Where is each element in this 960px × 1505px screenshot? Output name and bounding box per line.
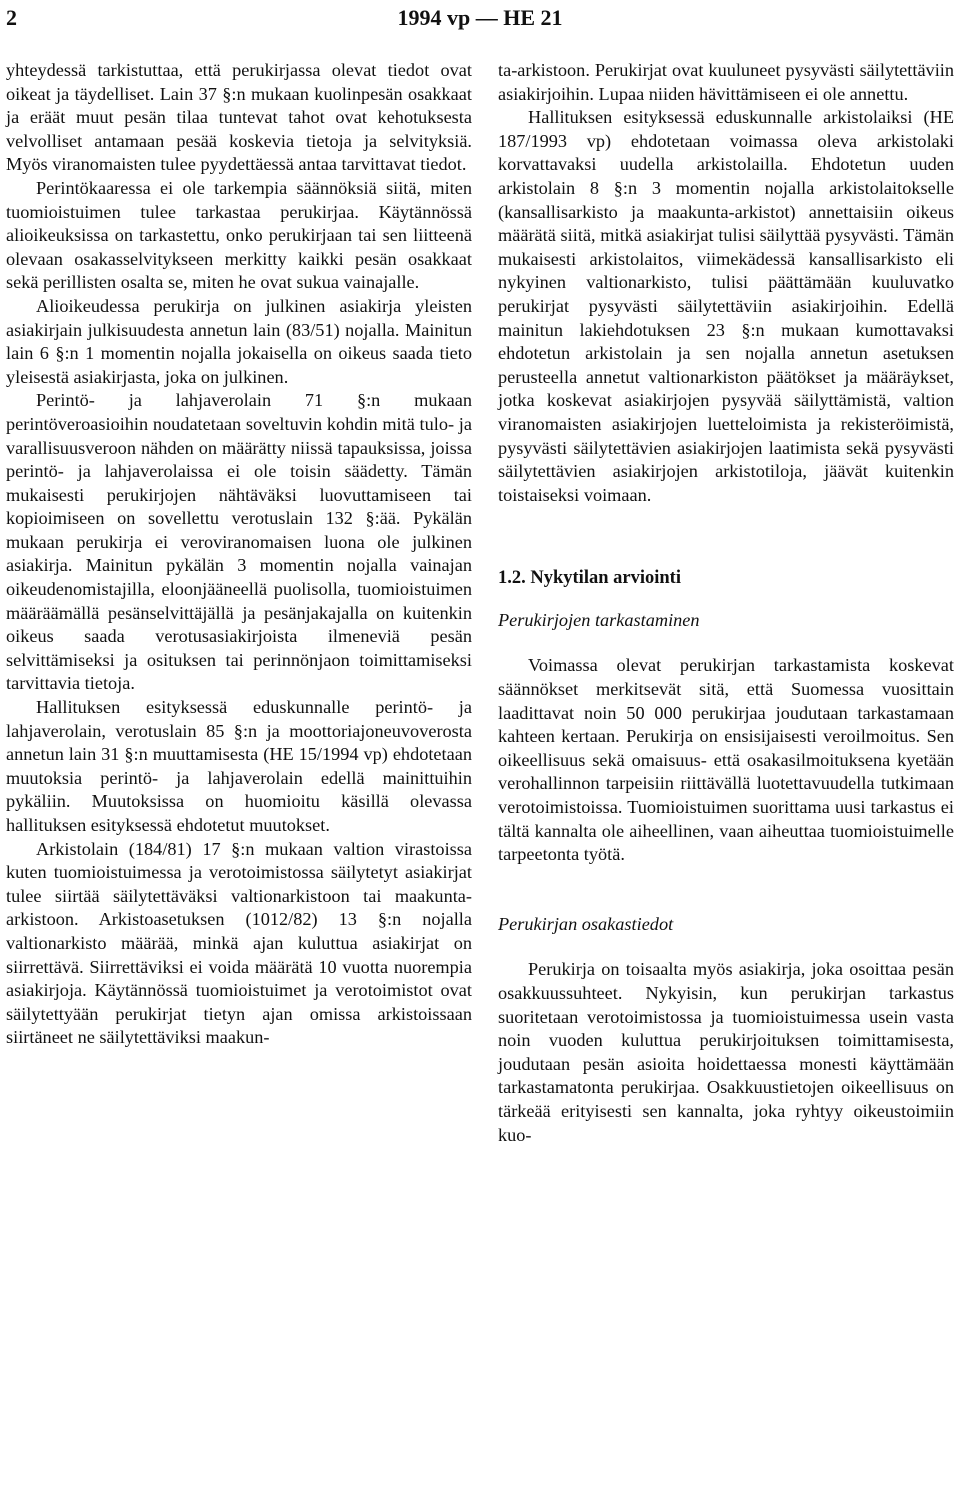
paragraph: Perukirja on toisaalta myös asiakirja, joka osoittaa pesän osakkuussuhteet. Nykyisin, kun perukirjan tarkastus suoritetaan verotoimistossa ja tuomioistuimessa usein vasta noin vuoden kuluttua perukirjoituksen toimittamisesta, joudutaan pesän asioita hoidettaessa monesti käyttämään tarkastamatonta perukirjaa. Osakkuustietojen oikeellisuus on tärkeää erityisesti sen kannalta, joka ryhtyy oikeustoimiin kuo-: [498, 959, 954, 1145]
left-column: [6, 59, 472, 1050]
paragraph: yhteydessä tarkistuttaa, että perukirjassa olevat tiedot ovat oikeat ja täydelliset. Lain 37 §:n mukaan kuolinpesän osakkaat ja eräät muut pesän tilaa tuntevat tahot ovat kehotuksesta velvolliset antamaan pesää koskevia tietoja ja selvityksiä. Myös viranomaisten tulee pyydettäessä antaa tarvittavat tiedot.: [6, 60, 472, 175]
paragraph: Alioikeudessa perukirja on julkinen asiakirja yleisten asiakirjain julkisuudesta annetun lain (83/51) nojalla. Mainitun lain 6 §:n 1 momentin nojalla jokaisella on oikeus saada tieto yleisestä asiakirjasta, joka on julkinen.: [6, 295, 472, 387]
page-header: [0, 0, 960, 40]
subheading: Perukirjan osakastiedot: [498, 913, 674, 934]
page-number: 2: [6, 5, 17, 30]
paragraph: Hallituksen esityksessä eduskunnalle arkistolaiksi (HE 187/1993 vp) ehdotetaan voimassa oleva arkistolaki korvattavaksi uudella arkistolailla. Ehdotetun uuden arkistolain 8 §:n 3 momentin nojalla arkistolaitokselle (kansallisarkisto ja maakunta-arkistot) annettaisiin oikeus määrätä siitä, mitkä asiakirjat tulisi säilyttää pysyvästi. Tämän mukaisesti arkistolaitos, viimekädessä kansallisarkisto eli nykyinen valtionarkisto, tulisi päättämään kuuluvatko perukirjat pysyvästi säilytettäviin asiakirjoihin. Edellä mainitun lakiehdotuksen 23 §:n mukaan kumottavaksi ehdotetun arkistolain ja sen nojalla annetun asetuksen perusteella annetut valtionarkiston päätökset ja määräykset, jotka koskevat asiakirjojen pysyvää säilyttämistä, valtion viranomaisten asiakirjojen luetteloimista ja rekisteröimistä, pysyvästi säilytettävien asiakirjojen laatimista sekä pysyvästi säilytettävien asiakirjojen arkistotiloja, jäävät kuitenkin toistaiseksi voimaan.: [498, 107, 954, 505]
paragraph: Perintökaaressa ei ole tarkempia säännöksiä siitä, miten tuomioistuimen tulee tarkastaa perukirjaa. Käytännössä alioikeuksissa on tarkastettu, onko perukirjaan tai sen liitteenä olevaan osakasselvitykseen merkitty kaikki pesän osakkaat sekä perillisten osalta se, miten he ovat sukua vainajalle.: [6, 177, 472, 293]
right-column: [498, 59, 954, 1147]
section-heading: 1.2. Nykytilan arviointi: [498, 568, 681, 589]
running-title: 1994 vp — HE 21: [397, 5, 563, 30]
paragraph: Voimassa olevat perukirjan tarkastamista koskevat säännökset merkitsevät sitä, että Suomessa vuosittain laadittavat noin 50 000 perukirjaa joudutaan tarkastamaan kahteen kertaan. Perukirja on ensisijaisesti veroilmoitus. Sen oikeellisuus sekä omaisuus- että osakasilmoituksena kyetään verohallinnon tarpeisiin riittävällä luotettavuudella tutkimaan verotoimistoissa. Tuomioistuimen suorittama uusi tarkastus ei tältä kannalta ole aiheellinen, vaan aiheuttaa tuomioistuimelle tarpeetonta työtä.: [498, 655, 954, 865]
subheading: Perukirjojen tarkastaminen: [498, 609, 700, 630]
paragraph: Perintö- ja lahjaverolain 71 §:n mukaan perintöveroasioihin noudatetaan soveltuvin kohdin mitä tulo- ja varallisuusveroon nähden on määrätty niissä tapauksissa, joissa perintö- ja lahjaverolaissa ei ole toisin säädetty. Tämän mukaisesti perukirjojen nähtäväksi luovuttamiseen tai kopioimiseen on sovellettu verotuslain 132 §:ää. Pykälän mukaan perukirja ei veroviranomaisen luona ole julkinen asiakirja. Mainitun pykälän 3 momentin nojalla vainajan oikeudenomistajilla, eloonjääneellä puolisolla, tuomioistuimen määräämällä pesänselvittäjällä ja pesänjakajalla on kuitenkin oikeus saada verotusasiakirjoista ilmeneviä pesän selvittämiseksi ja osituksen tai perinnönjaon toimittamiseksi tarvittavia tietoja.: [6, 390, 472, 694]
paragraph: ta-arkistoon. Perukirjat ovat kuuluneet pysyvästi säilytettäviin asiakirjoihin. Lupaa niiden hävittämiseen ei ole annettu.: [498, 60, 954, 104]
paragraph: Arkistolain (184/81) 17 §:n mukaan valtion virastoissa kuten tuomioistuimessa ja verotoimistossa säilytetyt asiakirjat tulee siirtää säilytettäväksi valtionarkistoon tai maakunta-arkistoon. Arkistoasetuksen (1012/82) 13 §:n nojalla valtionarkisto määrää, minkä ajan kuluttua asiakirjat on siirrettävä. Siirrettäviksi ei voida määrätä 10 vuotta nuorempia asiakirjoja. Käytännössä tuomioistuimet ja verotoimistot ovat säilytettyään perukirjat tietyn ajan omissa arkistoissaan siirtäneet ne säilytettäviksi maakun-: [6, 838, 472, 1048]
paragraph: Hallituksen esityksessä eduskunnalle perintö- ja lahjaverolain, verotuslain 85 §:n ja moottoriajoneuvoverosta annetun lain 31 §:n muuttamisesta (HE 15/1994 vp) ehdotetaan muutoksia perintö- ja lahjaverolain edellä mainittuihin pykäliin. Muutoksissa on huomioitu käsillä olevassa hallituksen esityksessä ehdotetut muutokset.: [6, 697, 472, 835]
